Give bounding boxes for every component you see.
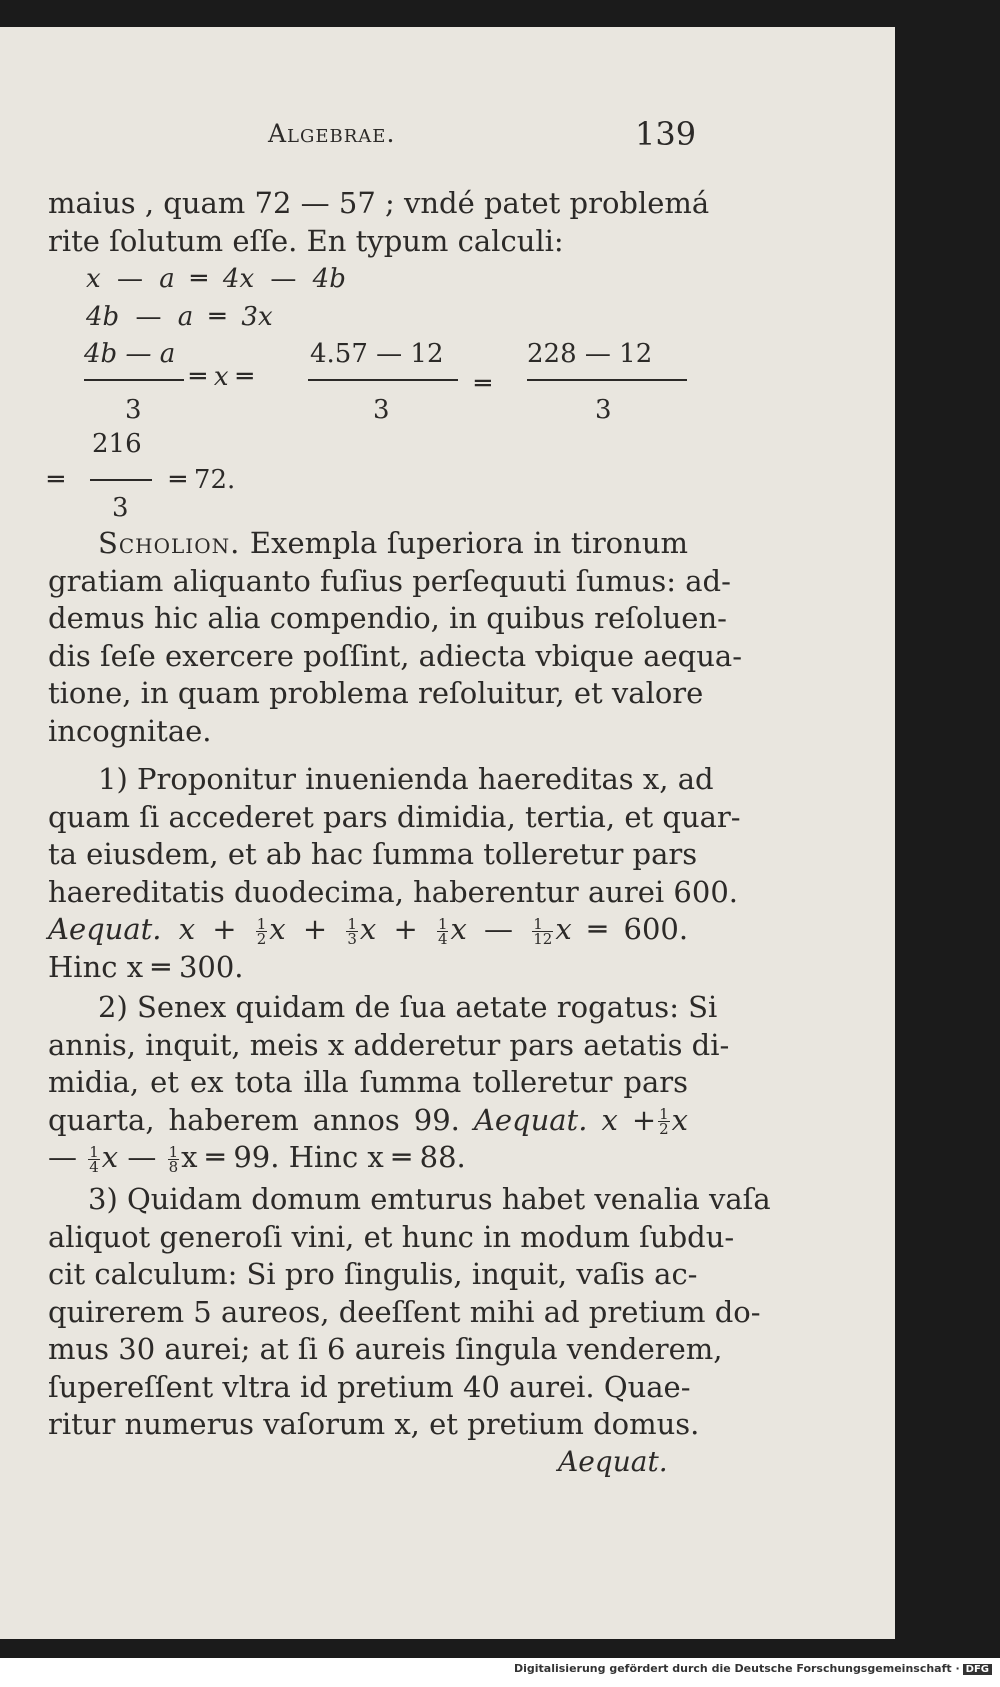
fraction-2-numerator: 4.57 — 12 [310,339,444,369]
minus-sign: — [127,1140,157,1174]
result-72: ═ 72. [170,465,236,495]
calc-row-2 [86,302,273,332]
var-x: x [671,1102,689,1137]
aequat-label: Aequat. [48,912,162,946]
fraction-half: $\frac{1}{2}$ [256,914,267,948]
text-line: incognitae. [48,713,212,748]
aequat-label: Aequat. [473,1102,588,1137]
text-line: cit calculum: Si pro ſingulis, inquit, vaſis ac- [48,1257,698,1291]
equation-rest: x ═ 99. Hinc x ═ 88. [181,1140,466,1174]
text-span: Exempla ſuperiora in tironum [249,526,688,560]
scholion-paragraph [48,525,742,750]
minus-sign: — [135,302,162,332]
fraction-half: $\frac{1}{2}$ [659,1105,669,1138]
text-line: ta eiusdem, et ab hac ſumma tolleretur pars [48,837,698,871]
equals-x-equals: ═ x ═ [190,362,253,392]
var-a: a [159,264,175,294]
fraction-4-bar [90,479,152,481]
var-a: a [177,302,194,332]
text-line: rite ſolutum eſſe. En typum calculi: [48,223,564,258]
text-line: demus hic alia compendio, in quibus reſoluen- [48,601,727,635]
scholion-label: Scholion. [98,526,241,560]
var-x: x [101,1140,119,1174]
running-title: Algebrae. [268,119,396,148]
fraction-1-denominator: 3 [125,395,142,425]
text-line: gratiam aliquanto fuſius perſequuti ſumus: ad- [48,563,731,598]
fraction-3-numerator: 228 — 12 [527,339,653,369]
problem-1 [48,761,741,986]
equals-sign: ═ [48,465,64,495]
catchword: Aequat. [558,1445,668,1478]
intro-text [48,185,710,260]
text-line: dis ſeſe exercere poſſint, adiecta vbique aequa- [48,638,742,673]
plus-sign: + [212,912,237,946]
equation-rhs: ═ 600. [588,912,689,946]
fraction-2-denominator: 3 [373,395,390,425]
fraction-third: $\frac{1}{3}$ [347,914,357,948]
text-line: mus 30 aurei; at ſi 6 aureis ſingula venderem, [48,1332,723,1366]
text-line: annis, inquit, meis x adderetur pars aetatis di- [48,1027,730,1062]
term-3x: 3x [241,302,273,332]
problem-2 [48,989,730,1177]
text-line: aliquot generoſi vini, et hunc in modum ſubdu- [48,1219,735,1254]
text-line: tione, in quam problema reſoluitur, et valore [48,676,704,710]
book-page [0,27,895,1639]
equation-line [48,911,688,949]
fraction-eighth: $\frac{1}{8}$ [168,1142,179,1176]
var-x: x [86,264,101,294]
text-line: quam ſi accederet pars dimidia, tertia, et quar- [48,799,741,834]
text-line: haereditatis duodecima, haberentur aurei 600. [48,874,738,909]
text-line: 3) Quidam domum emturus habet venalia vaſa [88,1182,771,1216]
minus-sign: — [270,264,297,294]
equals-sign: ═ [209,302,226,332]
calc-row-1 [86,264,346,294]
equals-sign: ═ [190,264,207,294]
plus-sign: + [302,912,328,946]
var-x: x [269,912,286,946]
problem-3 [48,1181,771,1444]
fraction-2-bar [308,379,458,381]
fraction-4-numerator: 216 [92,429,142,459]
minus-sign: — [116,264,143,294]
var-x: x [450,912,467,946]
text-line: midia, et ex tota illa ſumma tolleretur pars [48,1065,688,1099]
fraction-3-bar [527,379,687,381]
fraction-4-denominator: 3 [112,493,129,523]
text-line [48,525,688,563]
text-line [48,1102,688,1140]
text-line: Hinc x ═ 300. [48,949,244,984]
page-number: 139 [635,115,697,153]
term-4b: 4b [86,302,120,332]
text-span: quarta, haberem annos 99. [48,1102,460,1137]
plus-sign: + [393,912,418,946]
minus-sign: — [48,1140,77,1174]
var-x: x [555,912,572,946]
equation-span: x + [601,1102,657,1137]
text-line: ſupereſſent vltra id pretium 40 aurei. Quae- [48,1369,691,1404]
text-line: quirerem 5 aureos, deeſſent mihi ad pretium do- [48,1294,761,1329]
fraction-1-bar [84,379,184,381]
fraction-quarter: $\frac{1}{4}$ [437,914,448,948]
minus-sign: — [484,912,514,946]
digitization-footer [0,1662,992,1675]
text-line: 2) Senex quidam de ſua aetate rogatus: Si [98,990,718,1024]
footer-text: Digitalisierung gefördert durch die Deutsche Forschungsgemeinschaft · [513,1662,960,1675]
dfg-logo: DFG [963,1664,992,1675]
fraction-3-denominator: 3 [595,395,612,425]
term-4x: 4x [222,264,255,294]
equation-line [48,1139,688,1177]
text-line: 1) Proponitur inuenienda haereditas x, ad [98,762,714,796]
equals-sign: ═ [475,369,491,399]
var-x: x [359,912,377,946]
fraction-1-numerator: 4b — a [84,339,176,369]
term-4b: 4b [312,264,346,294]
fraction-twelfth: $\frac{1}{12}$ [533,914,553,948]
fraction-quarter: $\frac{1}{4}$ [89,1142,99,1176]
var-x: x [178,912,196,946]
text-line: ritur numerus vaſorum x, et pretium domus. [48,1407,700,1441]
text-line: maius , quam 72 — 57 ; vndé patet problemá [48,186,710,220]
